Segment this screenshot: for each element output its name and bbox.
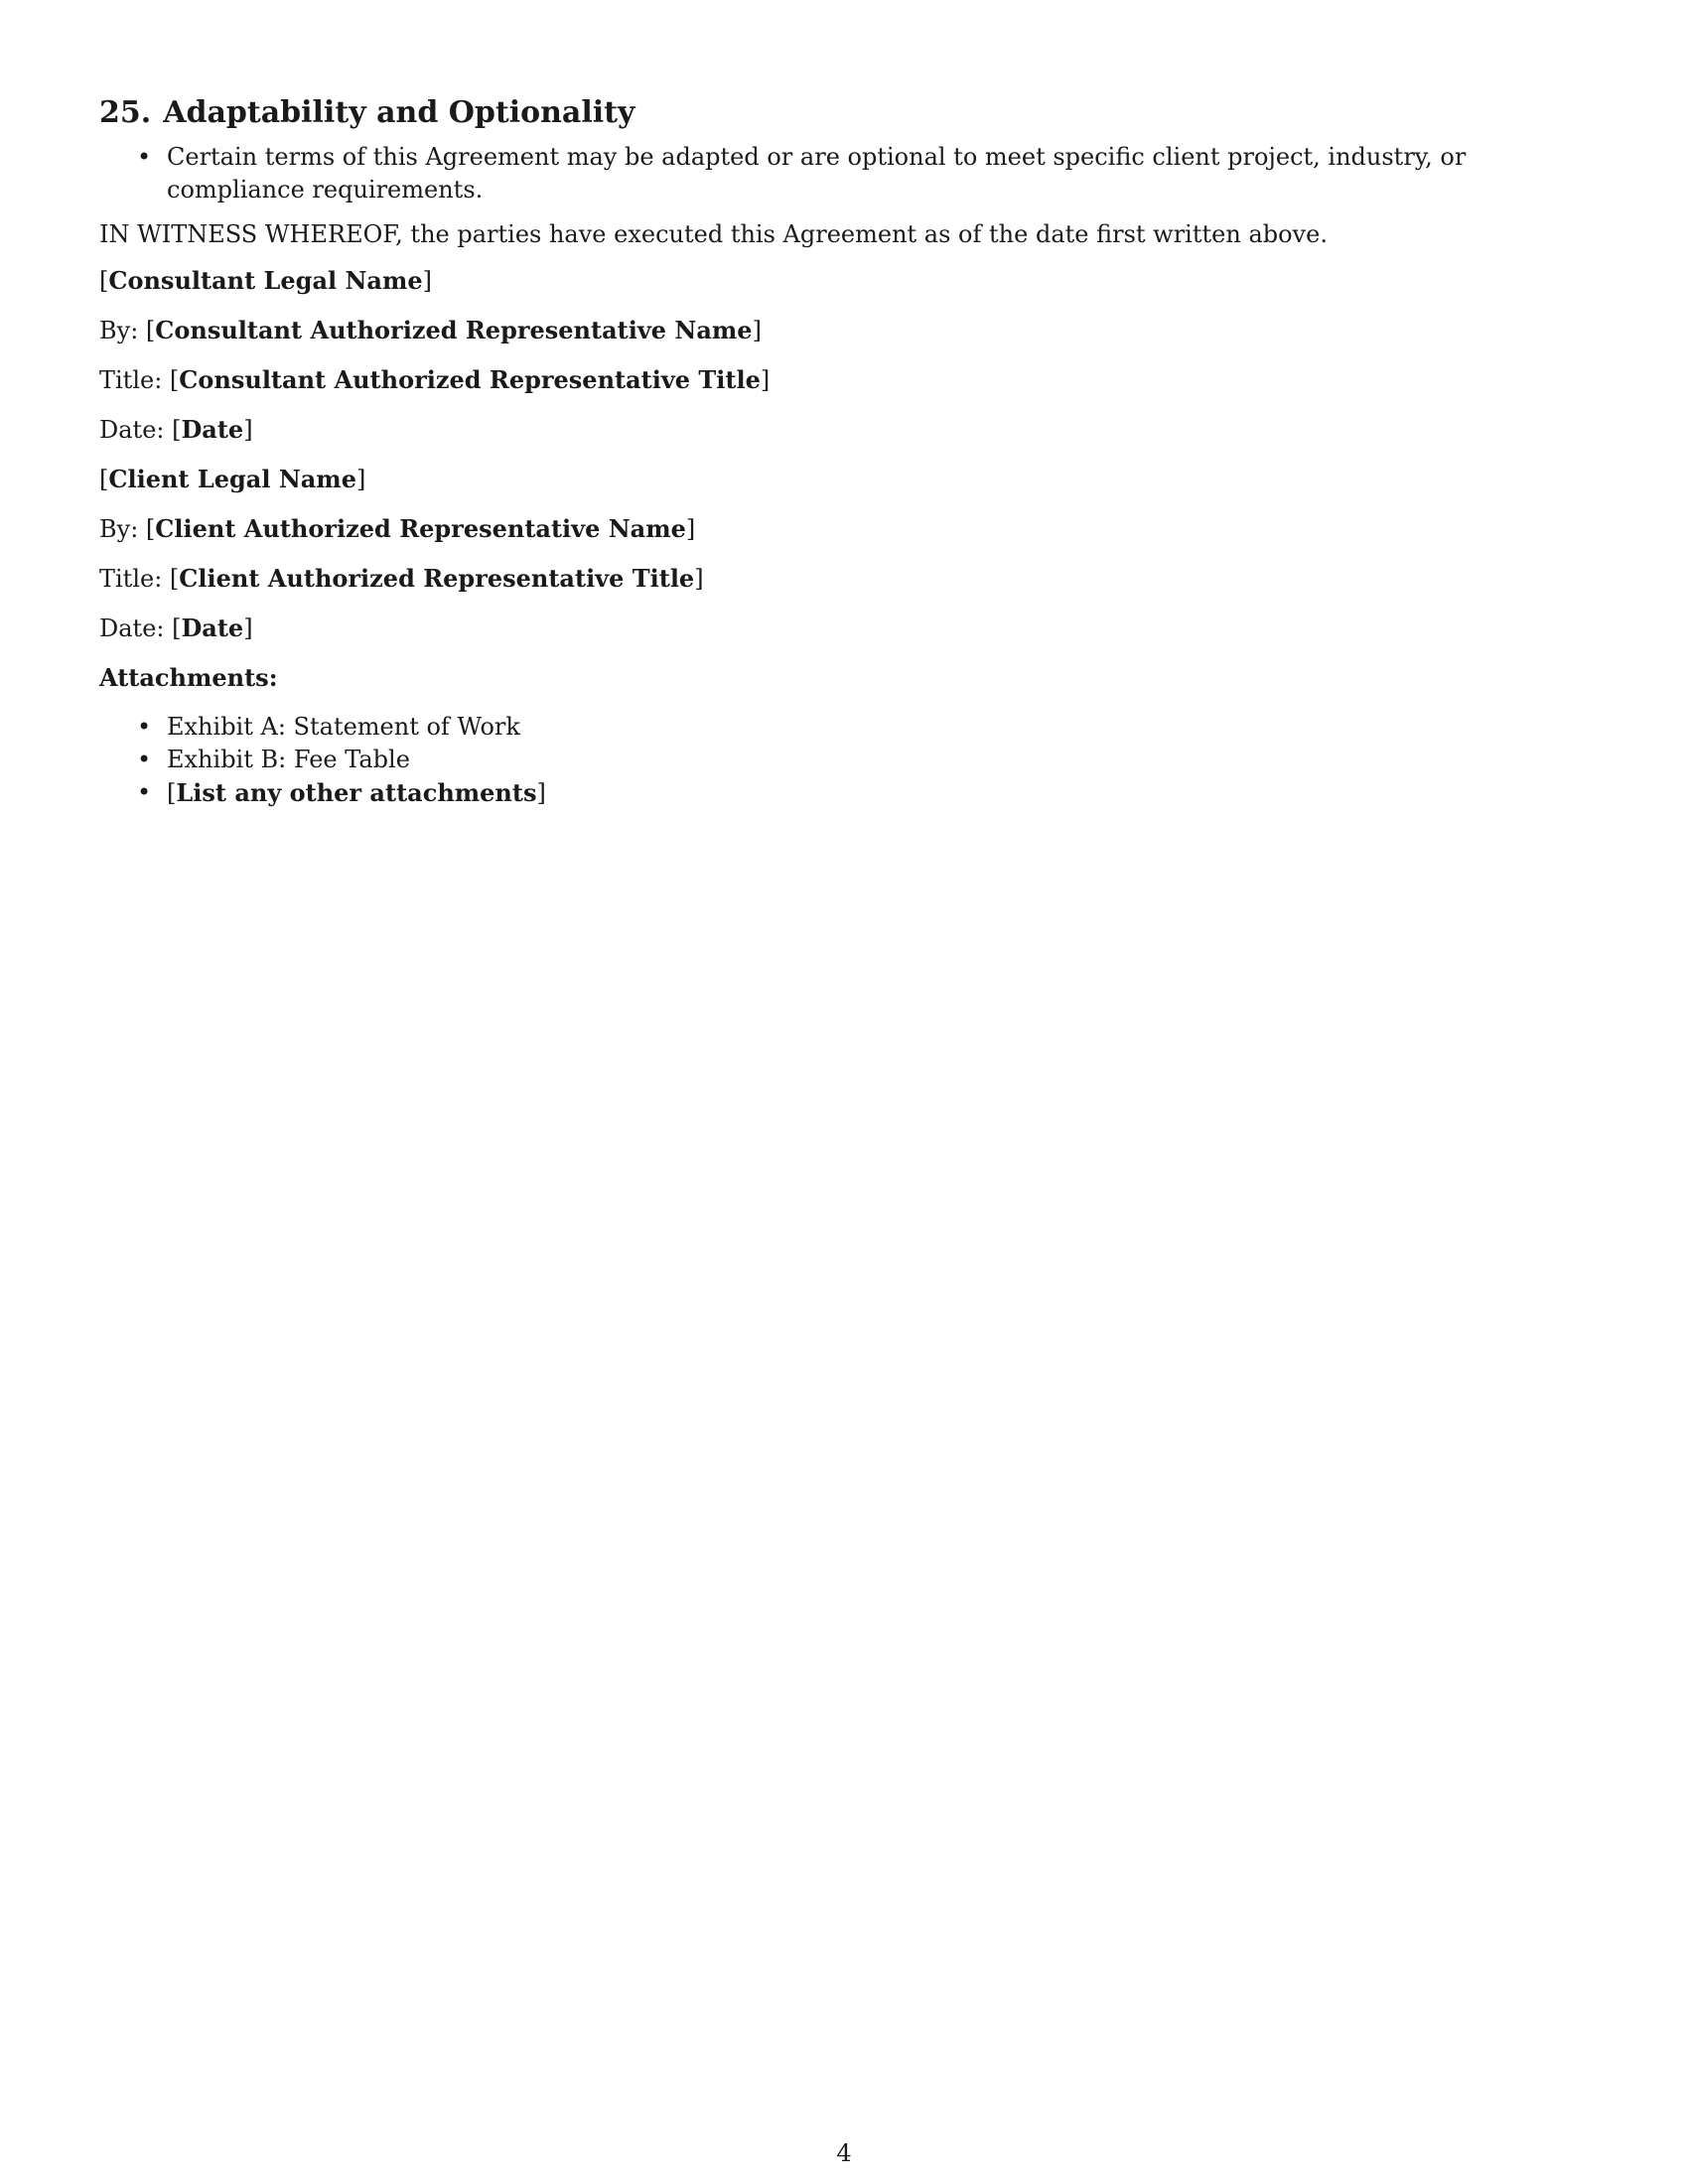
- client-title-line: Title: [Client Authorized Representative Title]: [99, 564, 704, 593]
- consultant-title-label: Title:: [99, 366, 163, 394]
- section-title: Adaptability and Optionality: [163, 95, 635, 130]
- client-legal-name: Client Legal Name: [108, 465, 356, 493]
- client-date-line: Date: [Date]: [99, 614, 253, 642]
- page-number: 4: [836, 2139, 852, 2167]
- witness-paragraph: IN WITNESS WHEREOF, the parties have executed this Agreement as of the date first written above.: [99, 220, 1328, 248]
- attachment-item: • Exhibit A: Statement of Work: [99, 711, 1589, 744]
- section-bullet-list: [99, 141, 1589, 206]
- client-date-value: Date: [181, 614, 244, 642]
- attachments-heading: Attachments:: [99, 663, 278, 692]
- consultant-by-label: By:: [99, 317, 139, 344]
- attachment-item: • Exhibit B: Fee Table: [99, 744, 1589, 776]
- document-page: [99, 91, 1589, 810]
- attachment-placeholder-item: • [List any other attachments]: [99, 776, 1589, 810]
- client-title-value: Client Authorized Representative Title: [179, 564, 695, 593]
- consultant-legal-name-line: [Consultant Legal Name]: [99, 266, 433, 295]
- consultant-date-line: Date: [Date]: [99, 415, 253, 444]
- client-by-line: By: [Client Authorized Representative Name]: [99, 514, 696, 543]
- client-by-label: By:: [99, 515, 139, 543]
- consultant-date-label: Date:: [99, 416, 165, 444]
- consultant-by-line: By: [Consultant Authorized Representative Name]: [99, 316, 762, 344]
- consultant-title-value: Consultant Authorized Representative Title: [179, 365, 761, 394]
- attachments-heading-line: [99, 661, 1589, 695]
- consultant-legal-name: Consultant Legal Name: [108, 266, 423, 295]
- attachments-list: [99, 711, 1589, 810]
- section-heading: [99, 91, 1589, 135]
- client-legal-name-line: [Client Legal Name]: [99, 465, 366, 493]
- section-number: 25.: [99, 95, 152, 130]
- client-date-label: Date:: [99, 614, 165, 642]
- attachment-placeholder-text: List any other attachments: [176, 778, 537, 807]
- consultant-by-value: Consultant Authorized Representative Name: [155, 316, 753, 344]
- client-title-label: Title:: [99, 565, 163, 593]
- consultant-date-value: Date: [181, 415, 244, 444]
- consultant-title-line: Title: [Consultant Authorized Representative Title]: [99, 365, 771, 394]
- section-bullet-item: • Certain terms of this Agreement may be adapted or are optional to meet specific client project, industry, or compliance requirements.: [99, 141, 1589, 206]
- client-by-value: Client Authorized Representative Name: [155, 514, 686, 543]
